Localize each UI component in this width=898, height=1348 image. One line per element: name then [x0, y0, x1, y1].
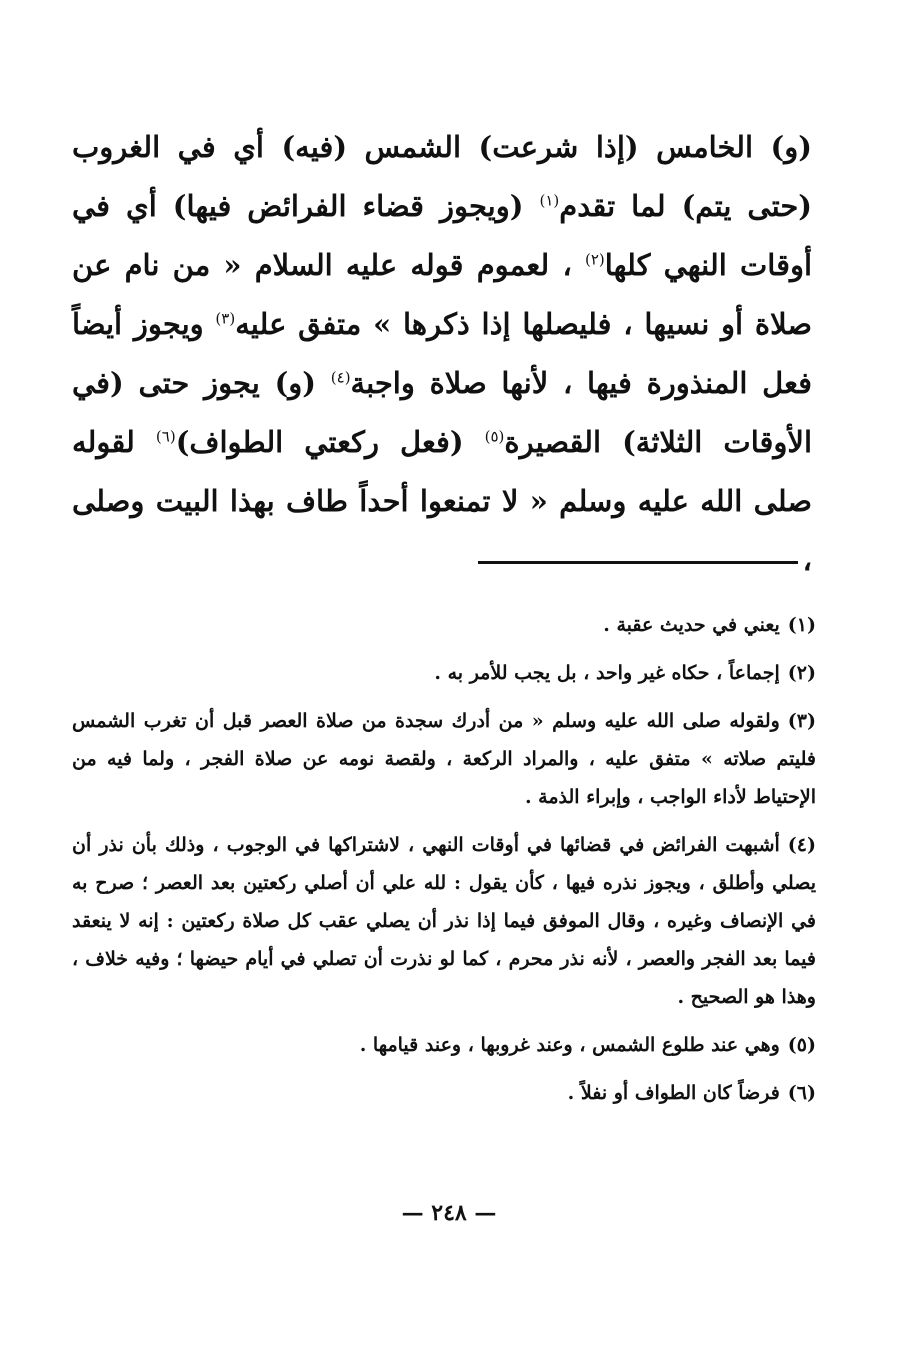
- footnote-text: أشبهت الفرائض في قضائها في أوقات النهي ، لاشتراكها في الوجوب ، وذلك بأن نذر أن يصلي وأطلق ، ويجوز نذره فيها ، كأن يقول : لله علي أن أصلي ركعتين بعد العصر ؛ صرح به في الإنصاف وغيره ، وقال الموفق فيما إذا نذر أن يصلي عقب كل صلاة ركعتين : إنه لا ينعقد فيما بعد الفجر والعصر ، لأنه نذر محرم ، كما لو نذرت أن تصلي في أيام حيضها ؛ وفيه خلاف ، وهذا هو الصحيح .: [72, 834, 816, 1008]
- footnote-number: (٥): [787, 1034, 816, 1056]
- footnote-number: (٤): [787, 834, 816, 856]
- footnote-ref: (٥): [484, 427, 505, 446]
- footnotes: [72, 606, 816, 1122]
- footnote-text: ولقوله صلى الله عليه وسلم « من أدرك سجدة من صلاة العصر قبل أن تغرب الشمس فليتم صلاته » متفق عليه ، والمراد الركعة ، ولقصة نومه عن صلاة الفجر ، ولما فيه من الإحتياط لأداء الواجب ، وإبراء الذمة .: [72, 710, 816, 808]
- main-text: [72, 118, 812, 590]
- main-text-segment: (و) يجوز حتى (في الأوقات الثلاثة) القصيرة: [72, 366, 812, 459]
- footnote-number: (٣): [787, 710, 816, 732]
- footnote-number: (١): [787, 614, 816, 636]
- footnote-number: (٢): [787, 662, 816, 684]
- footnote-item: [72, 606, 816, 644]
- main-text-segment: لقوله صلى الله عليه وسلم « لا تمنعوا أحداً طاف بهذا البيت وصلى ،: [72, 425, 812, 577]
- footnote-separator: [478, 561, 798, 564]
- main-text-segment: (فعل ركعتي الطواف): [175, 425, 485, 459]
- main-text-segment: ويجوز أيضاً فعل المنذورة فيها ، لأنها صلاة واجبة: [72, 307, 812, 400]
- footnote-text: يعني في حديث عقبة .: [603, 614, 780, 636]
- footnote-ref: (١): [539, 191, 560, 210]
- main-paragraph: [72, 118, 812, 590]
- footnote-item: [72, 1026, 816, 1064]
- footnote-text: إجماعاً ، حكاه غير واحد ، بل يجب للأمر به .: [434, 662, 780, 684]
- footnote-text: وهي عند طلوع الشمس ، وعند غروبها ، وعند قيامها .: [359, 1034, 780, 1056]
- footnote-item: [72, 702, 816, 816]
- main-text-segment: (و) الخامس (إذا شرعت) الشمس (فيه) أي في الغروب (حتى يتم) لما تقدم: [72, 130, 812, 223]
- footnote-item: [72, 654, 816, 692]
- main-text-segment: ، لعموم قوله عليه السلام « من نام عن صلاة أو نسيها ، فليصلها إذا ذكرها » متفق عليه: [72, 248, 812, 341]
- footnote-number: (٦): [787, 1082, 816, 1104]
- footnote-item: [72, 1074, 816, 1112]
- footnote-ref: (٢): [585, 250, 605, 269]
- footnote-ref: (٤): [330, 368, 351, 387]
- page-number: — ٢٤٨ —: [401, 1200, 497, 1226]
- footnote-ref: (٦): [155, 427, 176, 446]
- footnote-ref: (٣): [215, 309, 236, 328]
- footnote-text: فرضاً كان الطواف أو نفلاً .: [567, 1082, 780, 1104]
- footnote-item: [72, 826, 816, 1016]
- main-text-segment: (ويجوز قضاء الفرائض فيها) أي في أوقات النهي كلها: [72, 189, 813, 282]
